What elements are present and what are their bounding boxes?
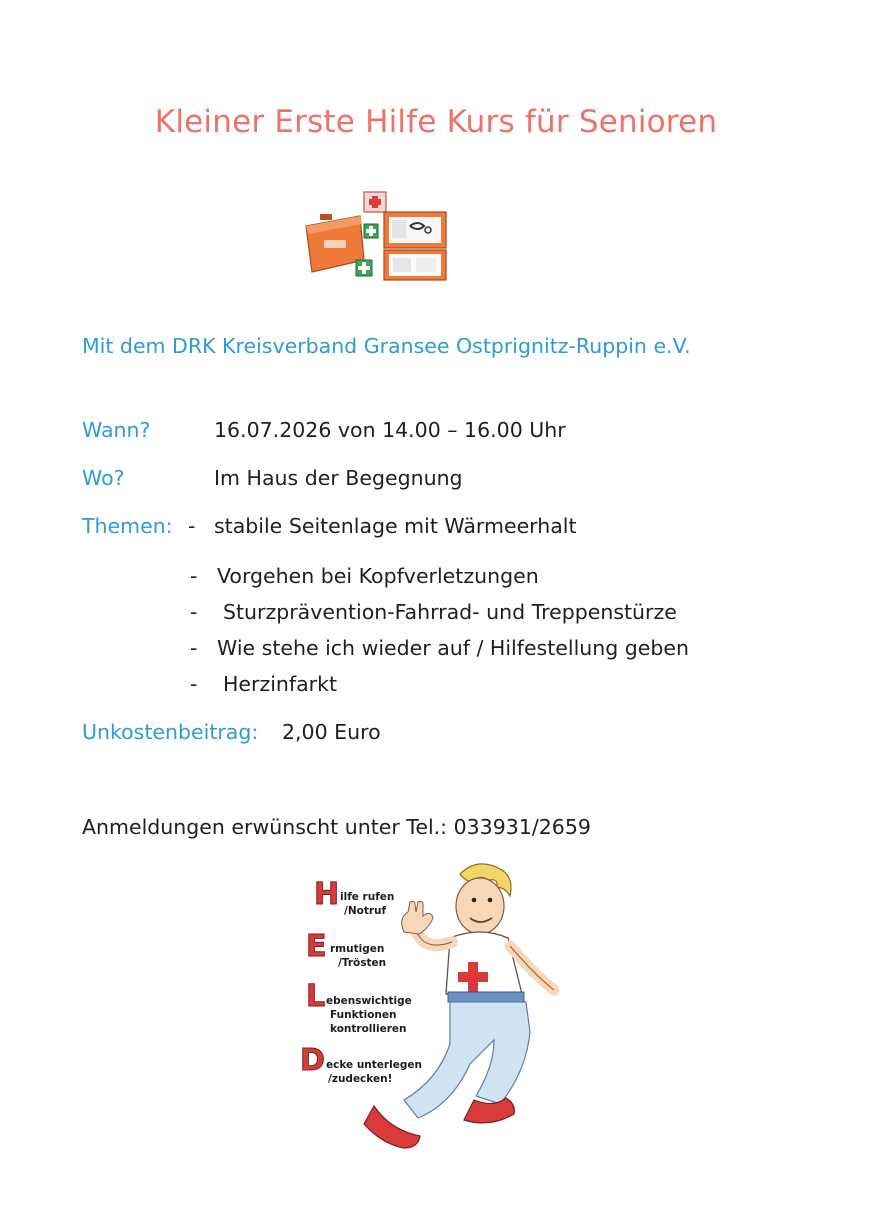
held-letter: D: [300, 1043, 325, 1078]
topic-dash: -: [190, 600, 198, 624]
first-aid-kit-icon: [300, 190, 452, 284]
topic-item: Herzinfarkt: [223, 672, 338, 696]
organizer-line: Mit dem DRK Kreisverband Gransee Ostprignitz-Ruppin e.V.: [82, 334, 691, 358]
held-text: ecke unterlegen: [326, 1059, 422, 1071]
where-label: Wo?: [82, 466, 125, 490]
held-text: ilfe rufen: [340, 891, 395, 903]
held-text: /Trösten: [338, 957, 387, 969]
topics-label: Themen:: [82, 514, 173, 538]
held-mnemonic: [300, 877, 422, 1085]
held-text: kontrollieren: [330, 1023, 407, 1035]
first-aider-character-illustration: [300, 860, 570, 1160]
when-label: Wann?: [82, 418, 151, 442]
held-letter: H: [314, 877, 340, 912]
topic-dash: -: [190, 636, 198, 660]
when-value: 16.07.2026 von 14.00 – 16.00 Uhr: [214, 418, 566, 442]
fee-value: 2,00 Euro: [282, 720, 381, 744]
topic-item: Sturzprävention-Fahrrad- und Treppenstürze: [223, 600, 677, 624]
where-value: Im Haus der Begegnung: [214, 466, 463, 490]
held-text: rmutigen: [330, 943, 385, 955]
topic-dash: -: [188, 514, 196, 538]
held-text: /Notruf: [344, 905, 387, 917]
held-letter: E: [306, 929, 327, 964]
contact-line: Anmeldungen erwünscht unter Tel.: 033931/2659: [82, 815, 591, 839]
topic-item: Wie stehe ich wieder auf / Hilfestellung geben: [217, 636, 690, 660]
held-text: Funktionen: [330, 1009, 397, 1021]
topic-item: Vorgehen bei Kopfverletzungen: [217, 564, 539, 588]
topic-dash: -: [190, 672, 198, 696]
topic-item: stabile Seitenlage mit Wärmeerhalt: [214, 514, 577, 538]
fee-label: Unkostenbeitrag:: [82, 720, 259, 744]
held-letter: L: [306, 979, 326, 1014]
page-title: Kleiner Erste Hilfe Kurs für Senioren: [154, 104, 718, 140]
held-text: ebenswichtige: [326, 995, 412, 1007]
topic-dash: -: [190, 564, 198, 588]
held-text: /zudecken!: [328, 1073, 393, 1085]
